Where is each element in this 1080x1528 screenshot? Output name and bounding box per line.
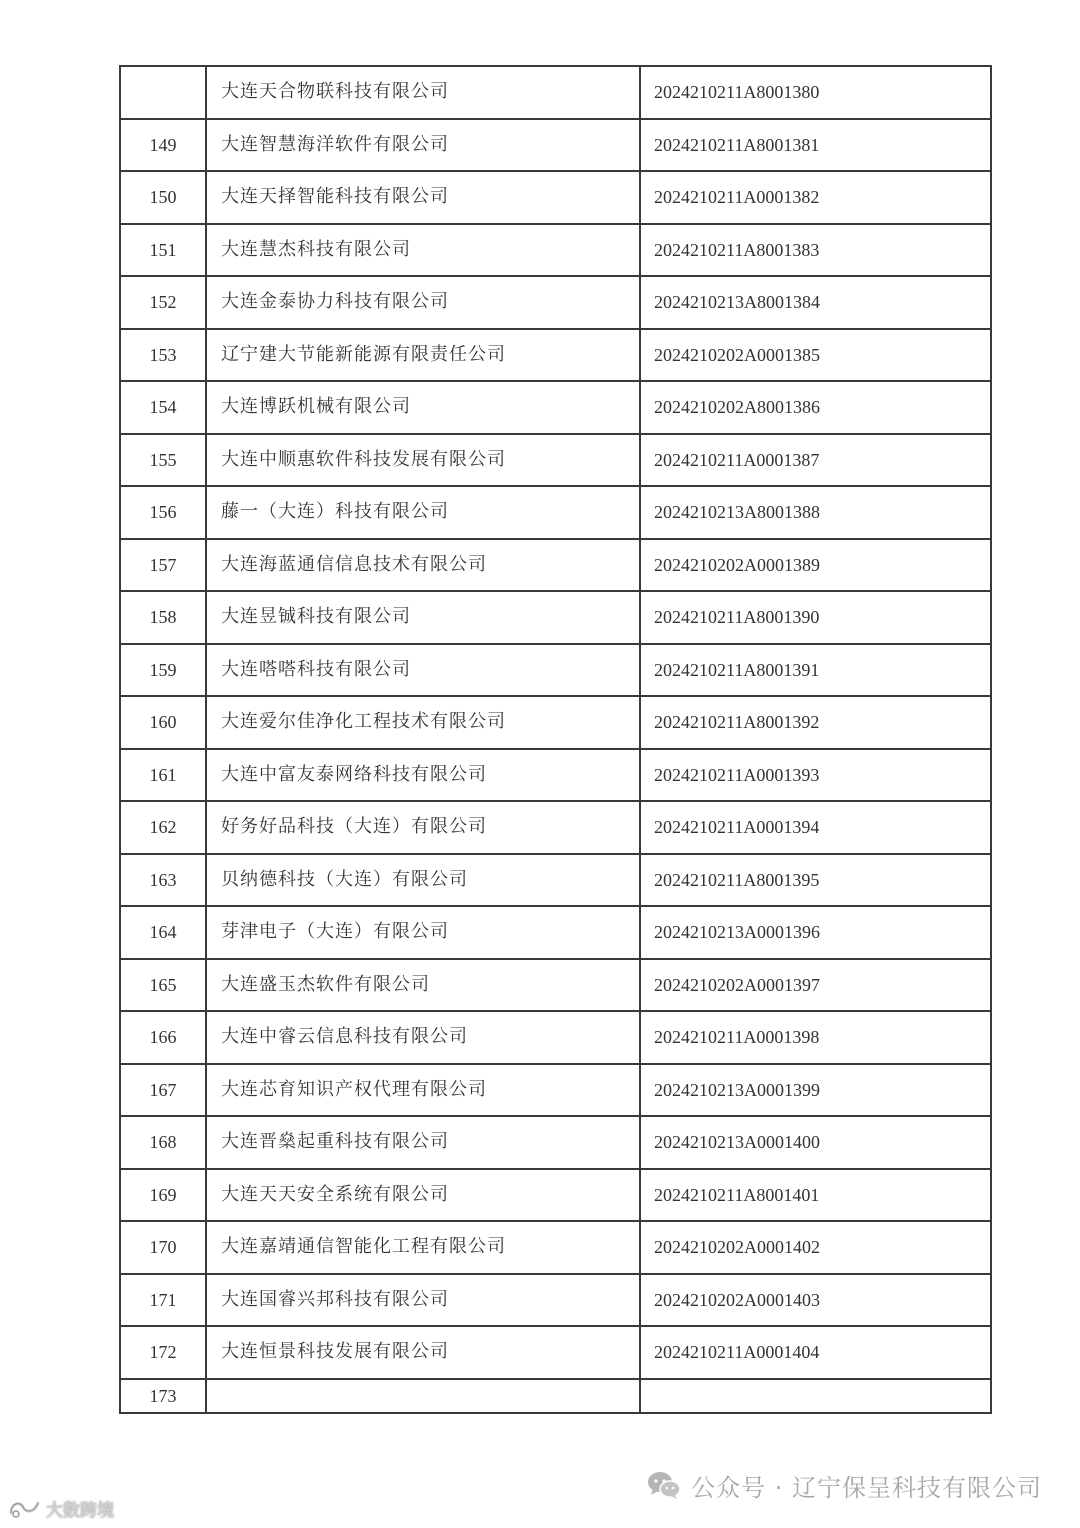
row-number-cell: 155 [120,434,206,487]
brand-watermark [8,1494,114,1522]
company-name-cell: 大连昱铖科技有限公司 [206,591,640,644]
company-name-cell: 贝纳德科技（大连）有限公司 [206,854,640,907]
registration-code-cell: 2024210211A0001398 [640,1011,991,1064]
registration-code-cell: 2024210211A8001391 [640,644,991,697]
row-number-cell: 168 [120,1116,206,1169]
row-number-cell: 162 [120,801,206,854]
registration-code-cell: 2024210211A8001401 [640,1169,991,1222]
row-number-cell: 171 [120,1274,206,1327]
company-name-cell: 大连慧杰科技有限公司 [206,224,640,277]
company-name-cell: 大连晋燊起重科技有限公司 [206,1116,640,1169]
table-row [120,644,991,697]
table-row [120,1011,991,1064]
table-row [120,1274,991,1327]
brand-watermark-text: 大数跨境 [46,1500,114,1521]
company-name-cell: 大连中顺惠软件科技发展有限公司 [206,434,640,487]
company-name-cell: 大连金泰协力科技有限公司 [206,276,640,329]
row-number-cell: 151 [120,224,206,277]
row-number-cell: 152 [120,276,206,329]
row-number-cell: 160 [120,696,206,749]
table-row [120,381,991,434]
registration-code-cell: 2024210211A8001383 [640,224,991,277]
registration-code-cell: 2024210211A0001404 [640,1326,991,1379]
wechat-watermark [647,1467,1042,1503]
registration-code-cell: 2024210211A0001394 [640,801,991,854]
registration-code-cell: 2024210213A0001400 [640,1116,991,1169]
registration-code-cell: 2024210211A8001392 [640,696,991,749]
registration-code-cell: 2024210211A8001395 [640,854,991,907]
row-number-cell: 149 [120,119,206,172]
company-name-cell: 大连盛玉杰软件有限公司 [206,959,640,1012]
table-row [120,591,991,644]
company-name-cell: 芽津电子（大连）有限公司 [206,906,640,959]
row-number-cell: 157 [120,539,206,592]
table-row [120,119,991,172]
company-registry-table [119,65,992,1414]
table-row [120,434,991,487]
registration-code-cell: 2024210202A0001403 [640,1274,991,1327]
registration-code-cell: 2024210211A0001382 [640,171,991,224]
table-row [120,66,991,119]
table-row [120,1169,991,1222]
row-number-cell: 154 [120,381,206,434]
wechat-watermark-text: 公众号 · 辽宁保呈科技有限公司 [691,1473,1042,1502]
company-name-cell: 大连嘉靖通信智能化工程有限公司 [206,1221,640,1274]
registration-code-cell: 2024210211A8001381 [640,119,991,172]
table-row [120,1116,991,1169]
company-name-cell: 大连智慧海洋软件有限公司 [206,119,640,172]
registration-code-cell: 2024210213A8001388 [640,486,991,539]
row-number-cell: 159 [120,644,206,697]
table-body [120,66,991,1413]
company-name-cell: 大连中睿云信息科技有限公司 [206,1011,640,1064]
registration-code-cell: 2024210211A8001380 [640,66,991,119]
company-name-cell: 大连天合物联科技有限公司 [206,66,640,119]
table-row [120,906,991,959]
row-number-cell: 158 [120,591,206,644]
company-name-cell: 大连天择智能科技有限公司 [206,171,640,224]
registration-code-cell: 2024210202A0001389 [640,539,991,592]
registration-code-cell: 2024210211A0001387 [640,434,991,487]
company-name-cell: 大连恒景科技发展有限公司 [206,1326,640,1379]
table-row [120,696,991,749]
table-row [120,749,991,802]
table-row [120,854,991,907]
registration-code-cell: 2024210211A0001393 [640,749,991,802]
company-name-cell: 大连海蓝通信信息技术有限公司 [206,539,640,592]
row-number-cell [120,66,206,119]
company-name-cell: 辽宁建大节能新能源有限责任公司 [206,329,640,382]
registration-code-cell: 2024210202A8001386 [640,381,991,434]
wechat-icon [647,1470,681,1500]
registration-code-cell: 2024210202A0001402 [640,1221,991,1274]
table-row [120,171,991,224]
table-row [120,1221,991,1274]
row-number-cell: 170 [120,1221,206,1274]
brand-logo-icon [8,1497,42,1519]
registration-code-cell: 2024210211A8001390 [640,591,991,644]
table-row [120,1064,991,1117]
row-number-cell: 169 [120,1169,206,1222]
row-number-cell: 156 [120,486,206,539]
table-row [120,801,991,854]
company-name-cell: 大连芯育知识产权代理有限公司 [206,1064,640,1117]
table-row [120,486,991,539]
registration-code-cell: 2024210213A0001396 [640,906,991,959]
row-number-cell: 167 [120,1064,206,1117]
table-row [120,539,991,592]
company-name-cell: 大连爱尔佳净化工程技术有限公司 [206,696,640,749]
registration-code-cell [640,1379,991,1413]
table-row [120,224,991,277]
row-number-cell: 164 [120,906,206,959]
registration-code-cell: 2024210213A0001399 [640,1064,991,1117]
company-name-cell: 大连中富友泰网络科技有限公司 [206,749,640,802]
row-number-cell: 165 [120,959,206,1012]
company-name-cell: 藤一（大连）科技有限公司 [206,486,640,539]
table-row [120,1379,991,1413]
registration-code-cell: 2024210213A8001384 [640,276,991,329]
company-name-cell: 好务好品科技（大连）有限公司 [206,801,640,854]
row-number-cell: 150 [120,171,206,224]
company-name-cell: 大连嗒嗒科技有限公司 [206,644,640,697]
row-number-cell: 172 [120,1326,206,1379]
row-number-cell: 153 [120,329,206,382]
registration-code-cell: 2024210202A0001397 [640,959,991,1012]
company-name-cell: 大连博跃机械有限公司 [206,381,640,434]
table-row [120,959,991,1012]
table-row [120,1326,991,1379]
row-number-cell: 166 [120,1011,206,1064]
row-number-cell: 173 [120,1379,206,1413]
table-row [120,276,991,329]
company-name-cell: 大连国睿兴邦科技有限公司 [206,1274,640,1327]
row-number-cell: 161 [120,749,206,802]
row-number-cell: 163 [120,854,206,907]
company-name-cell [206,1379,640,1413]
registration-code-cell: 2024210202A0001385 [640,329,991,382]
company-name-cell: 大连天天安全系统有限公司 [206,1169,640,1222]
table-row [120,329,991,382]
